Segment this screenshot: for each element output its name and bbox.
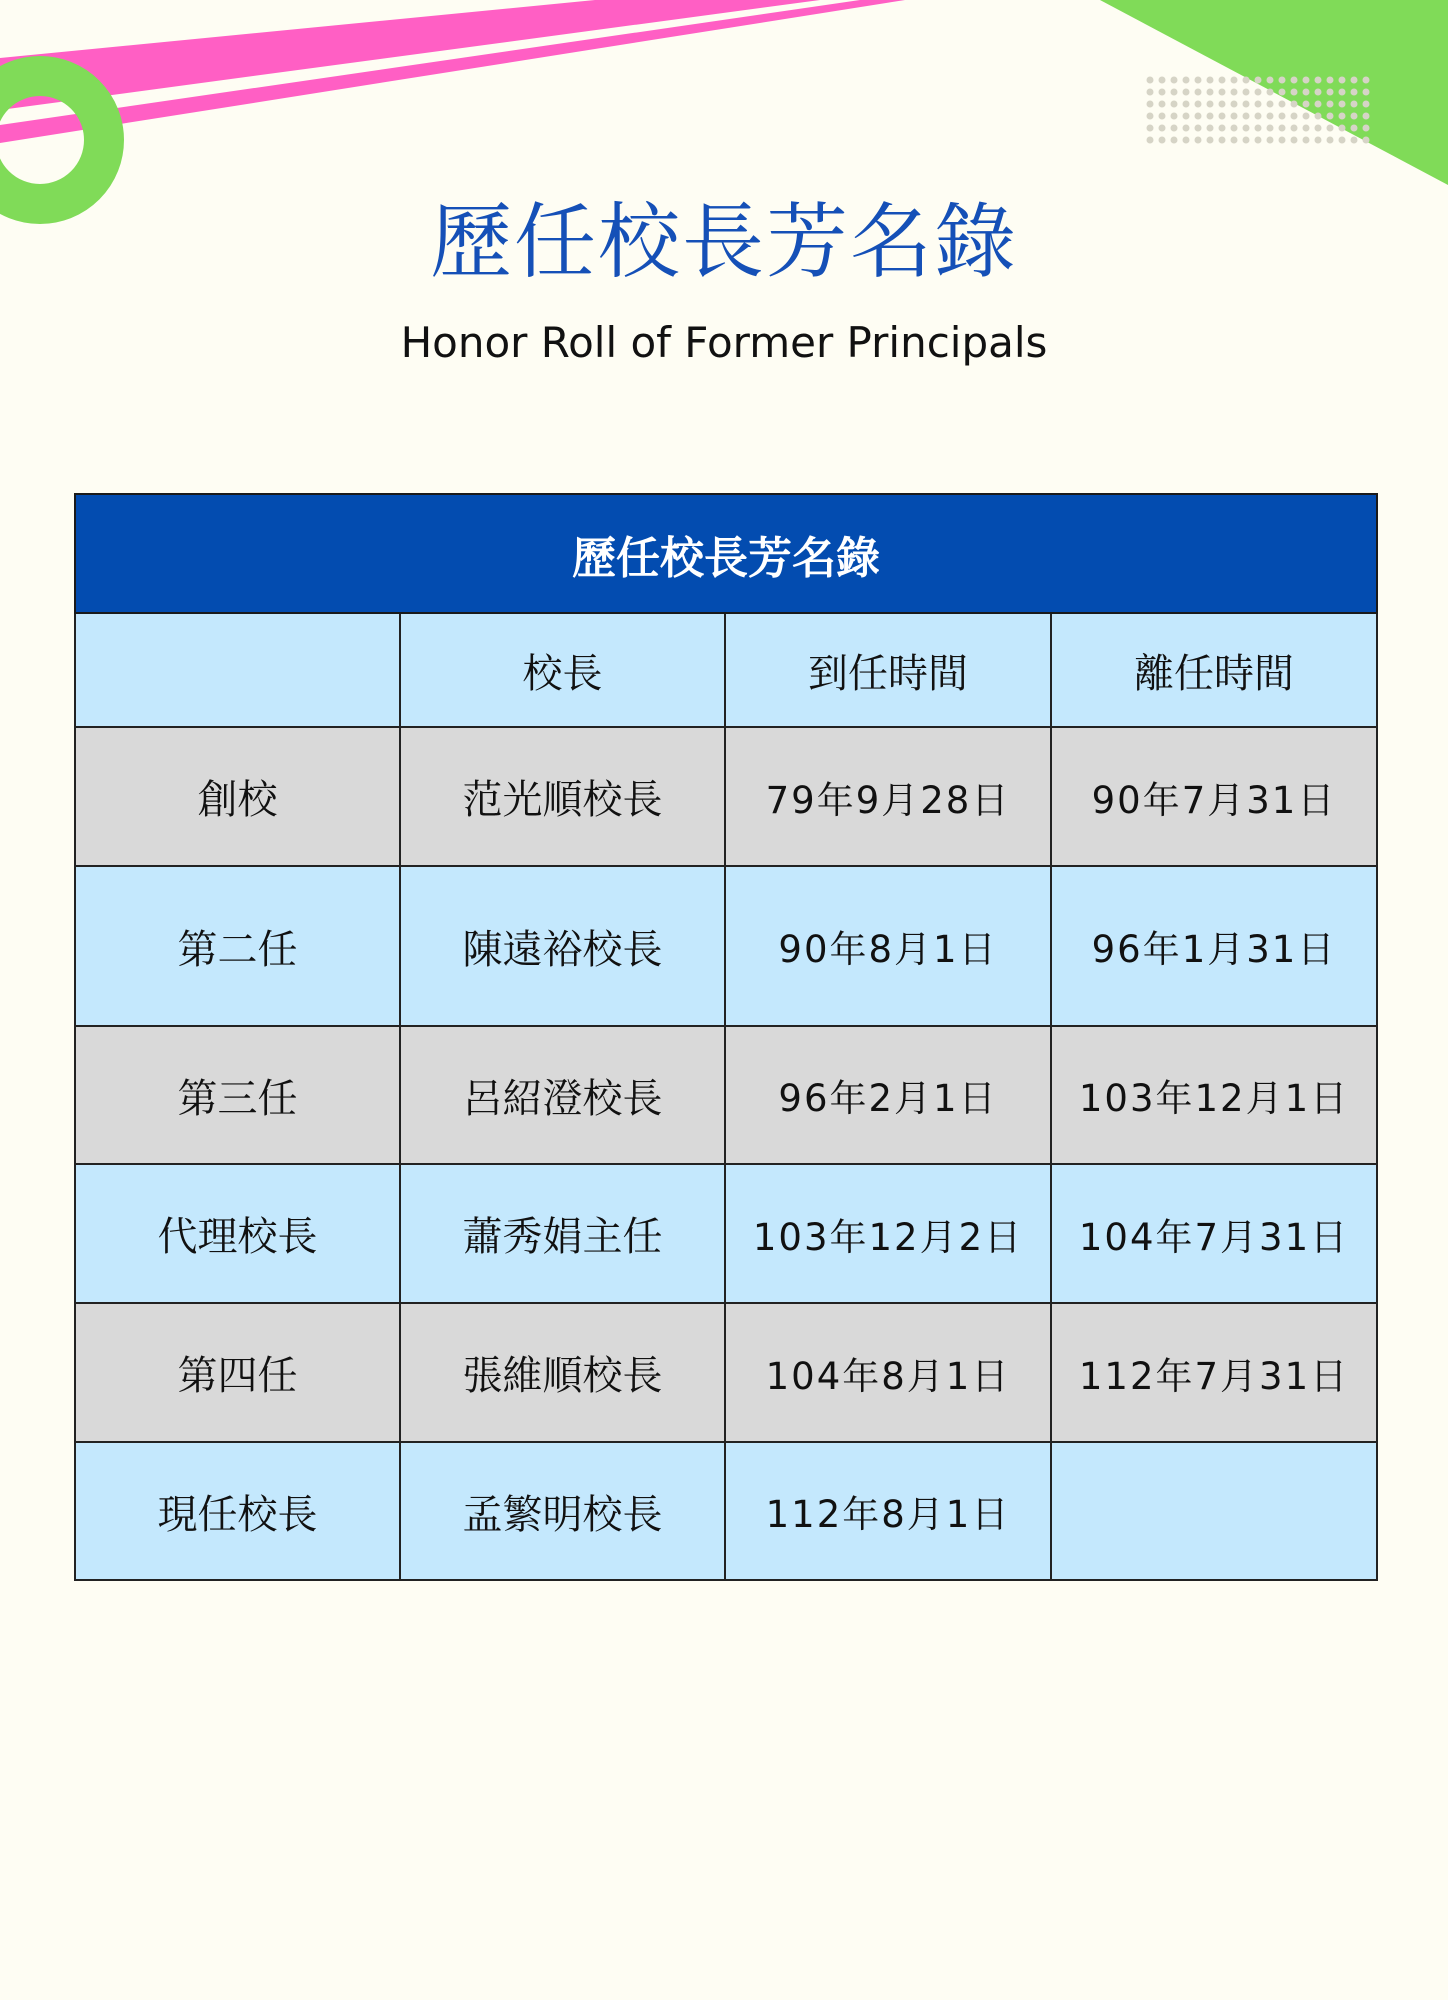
pink-stripe-upper bbox=[0, 0, 820, 110]
start-date-cell: 79年9月28日 bbox=[725, 727, 1051, 866]
start-date-cell: 104年8月1日 bbox=[725, 1303, 1051, 1442]
table-row bbox=[75, 1164, 1377, 1303]
table-row bbox=[75, 1026, 1377, 1164]
term-cell: 第二任 bbox=[75, 866, 400, 1026]
start-date-cell: 90年8月1日 bbox=[725, 866, 1051, 1026]
principal-cell: 蕭秀娟主任 bbox=[400, 1164, 725, 1303]
table-row bbox=[75, 1442, 1377, 1580]
principal-cell: 張維順校長 bbox=[400, 1303, 725, 1442]
table-title: 歷任校長芳名錄 bbox=[75, 494, 1377, 613]
header-cell-end: 離任時間 bbox=[1051, 613, 1377, 727]
term-cell: 第四任 bbox=[75, 1303, 400, 1442]
end-date-cell: 103年12月1日 bbox=[1051, 1026, 1377, 1164]
header-cell-principal: 校長 bbox=[400, 613, 725, 727]
end-date-cell: 90年7月31日 bbox=[1051, 727, 1377, 866]
principals-table bbox=[74, 493, 1378, 1581]
table-header-row bbox=[75, 613, 1377, 727]
term-cell: 代理校長 bbox=[75, 1164, 400, 1303]
table-title-row bbox=[75, 494, 1377, 613]
end-date-cell: 112年7月31日 bbox=[1051, 1303, 1377, 1442]
table-row bbox=[75, 727, 1377, 866]
end-date-cell bbox=[1051, 1442, 1377, 1580]
principal-cell: 孟繁明校長 bbox=[400, 1442, 725, 1580]
start-date-cell: 96年2月1日 bbox=[725, 1026, 1051, 1164]
table-row bbox=[75, 866, 1377, 1026]
principal-cell: 范光順校長 bbox=[400, 727, 725, 866]
table-row bbox=[75, 1303, 1377, 1442]
start-date-cell: 112年8月1日 bbox=[725, 1442, 1051, 1580]
principal-cell: 呂紹澄校長 bbox=[400, 1026, 725, 1164]
end-date-cell: 96年1月31日 bbox=[1051, 866, 1377, 1026]
term-cell: 現任校長 bbox=[75, 1442, 400, 1580]
term-cell: 創校 bbox=[75, 727, 400, 866]
principal-cell: 陳遠裕校長 bbox=[400, 866, 725, 1026]
page-title: 歷任校長芳名錄 bbox=[429, 195, 1018, 290]
end-date-cell: 104年7月31日 bbox=[1051, 1164, 1377, 1303]
term-cell: 第三任 bbox=[75, 1026, 400, 1164]
header-cell-term bbox=[75, 613, 400, 727]
page-subtitle: Honor Roll of Former Principals bbox=[400, 318, 1048, 367]
start-date-cell: 103年12月2日 bbox=[725, 1164, 1051, 1303]
header-cell-start: 到任時間 bbox=[725, 613, 1051, 727]
